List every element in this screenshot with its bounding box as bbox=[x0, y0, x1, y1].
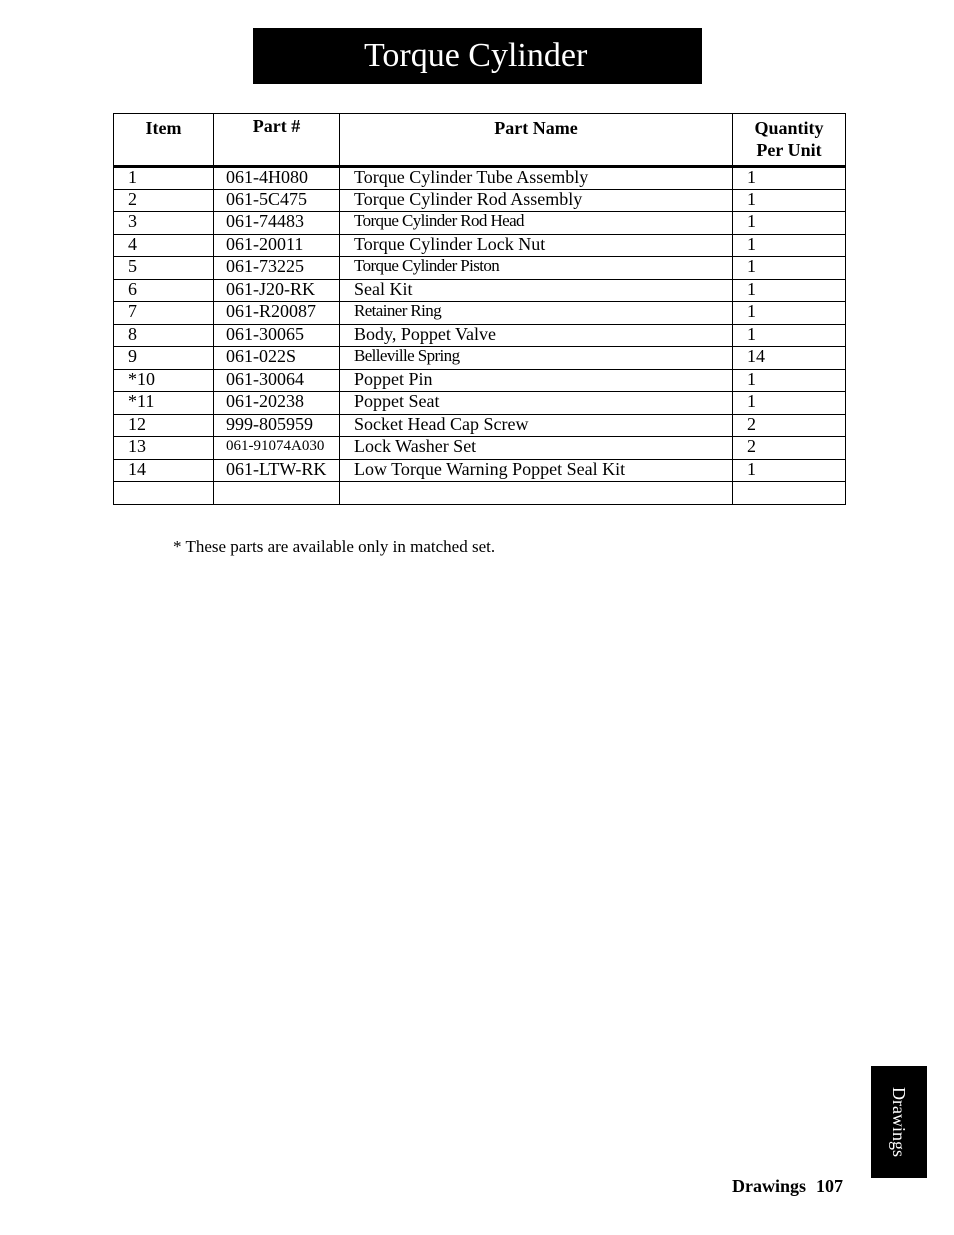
page-title-banner bbox=[253, 28, 702, 84]
cell-part-number: 061-91074A030 bbox=[214, 437, 340, 460]
cell-item: 3 bbox=[114, 212, 214, 235]
table-row bbox=[114, 302, 846, 325]
cell-part-name: Torque Cylinder Piston bbox=[340, 257, 733, 280]
cell-part-name: Poppet Pin bbox=[340, 369, 733, 392]
cell-part-number: 061-74483 bbox=[214, 212, 340, 235]
cell-part-name: Body, Poppet Valve bbox=[340, 324, 733, 347]
cell-part-name: Socket Head Cap Screw bbox=[340, 414, 733, 437]
header-quantity-line2: Per Unit bbox=[756, 140, 822, 160]
cell-quantity: 1 bbox=[733, 257, 846, 280]
table-row bbox=[114, 234, 846, 257]
footer-section: Drawings bbox=[731, 1176, 806, 1196]
section-side-tab bbox=[871, 1066, 927, 1178]
table-row bbox=[114, 279, 846, 302]
cell-part-name: Torque Cylinder Tube Assembly bbox=[340, 167, 733, 190]
cell-item: 5 bbox=[114, 257, 214, 280]
cell-part-name: Low Torque Warning Poppet Seal Kit bbox=[340, 459, 733, 482]
table-row bbox=[114, 459, 846, 482]
cell-quantity: 14 bbox=[733, 347, 846, 370]
cell-part-name: Retainer Ring bbox=[340, 302, 733, 325]
table-row bbox=[114, 437, 846, 460]
cell-item: 4 bbox=[114, 234, 214, 257]
cell-part-number: 061-30065 bbox=[214, 324, 340, 347]
cell-part-number: 061-LTW-RK bbox=[214, 459, 340, 482]
table-row bbox=[114, 347, 846, 370]
cell-part-number-empty bbox=[214, 482, 340, 505]
cell-quantity: 2 bbox=[733, 414, 846, 437]
cell-part-name: Seal Kit bbox=[340, 279, 733, 302]
cell-part-name: Torque Cylinder Rod Head bbox=[340, 212, 733, 235]
cell-part-name: Belleville Spring bbox=[340, 347, 733, 370]
table-row bbox=[114, 212, 846, 235]
parts-table bbox=[113, 113, 846, 505]
cell-item-empty bbox=[114, 482, 214, 505]
table-row bbox=[114, 414, 846, 437]
cell-quantity: 1 bbox=[733, 212, 846, 235]
header-item: Item bbox=[114, 114, 214, 167]
cell-part-name: Torque Cylinder Lock Nut bbox=[340, 234, 733, 257]
table-row bbox=[114, 392, 846, 415]
cell-item: 14 bbox=[114, 459, 214, 482]
cell-part-number: 061-J20-RK bbox=[214, 279, 340, 302]
header-part-name: Part Name bbox=[340, 114, 733, 167]
cell-quantity-empty bbox=[733, 482, 846, 505]
cell-quantity: 1 bbox=[733, 392, 846, 415]
cell-quantity: 2 bbox=[733, 437, 846, 460]
table-row bbox=[114, 324, 846, 347]
page-title: Torque Cylinder bbox=[364, 37, 588, 74]
cell-item: 13 bbox=[114, 437, 214, 460]
cell-part-number: 061-022S bbox=[214, 347, 340, 370]
cell-quantity: 1 bbox=[733, 189, 846, 212]
table-row bbox=[114, 257, 846, 280]
cell-part-number: 061-R20087 bbox=[214, 302, 340, 325]
header-quantity-line1: Quantity bbox=[754, 118, 824, 138]
cell-quantity: 1 bbox=[733, 459, 846, 482]
cell-quantity: 1 bbox=[733, 279, 846, 302]
cell-part-number: 061-20011 bbox=[214, 234, 340, 257]
cell-part-number: 061-5C475 bbox=[214, 189, 340, 212]
cell-part-number: 061-20238 bbox=[214, 392, 340, 415]
cell-quantity: 1 bbox=[733, 302, 846, 325]
cell-part-name: Poppet Seat bbox=[340, 392, 733, 415]
cell-quantity: 1 bbox=[733, 369, 846, 392]
cell-item: *11 bbox=[114, 392, 214, 415]
page-number: 107 bbox=[816, 1176, 843, 1196]
table-row-empty bbox=[114, 482, 846, 505]
cell-part-number: 061-73225 bbox=[214, 257, 340, 280]
footnote: * These parts are available only in matched set. bbox=[173, 537, 496, 556]
cell-part-name: Lock Washer Set bbox=[340, 437, 733, 460]
table-row bbox=[114, 369, 846, 392]
cell-quantity: 1 bbox=[733, 324, 846, 347]
cell-part-number: 999-805959 bbox=[214, 414, 340, 437]
cell-part-name: Torque Cylinder Rod Assembly bbox=[340, 189, 733, 212]
cell-item: 8 bbox=[114, 324, 214, 347]
cell-part-number: 061-4H080 bbox=[214, 167, 340, 190]
cell-item: 7 bbox=[114, 302, 214, 325]
header-quantity bbox=[733, 114, 846, 167]
table-row bbox=[114, 167, 846, 190]
cell-part-name-empty bbox=[340, 482, 733, 505]
cell-item: 12 bbox=[114, 414, 214, 437]
cell-item: *10 bbox=[114, 369, 214, 392]
header-part-number: Part # bbox=[214, 114, 340, 167]
side-tab-label: Drawings bbox=[889, 1087, 909, 1157]
table-header-row bbox=[114, 114, 846, 167]
table-row bbox=[114, 189, 846, 212]
cell-item: 9 bbox=[114, 347, 214, 370]
cell-quantity: 1 bbox=[733, 234, 846, 257]
page-footer bbox=[732, 1176, 843, 1196]
cell-quantity: 1 bbox=[733, 167, 846, 190]
cell-item: 2 bbox=[114, 189, 214, 212]
cell-part-number: 061-30064 bbox=[214, 369, 340, 392]
cell-item: 6 bbox=[114, 279, 214, 302]
cell-item: 1 bbox=[114, 167, 214, 190]
